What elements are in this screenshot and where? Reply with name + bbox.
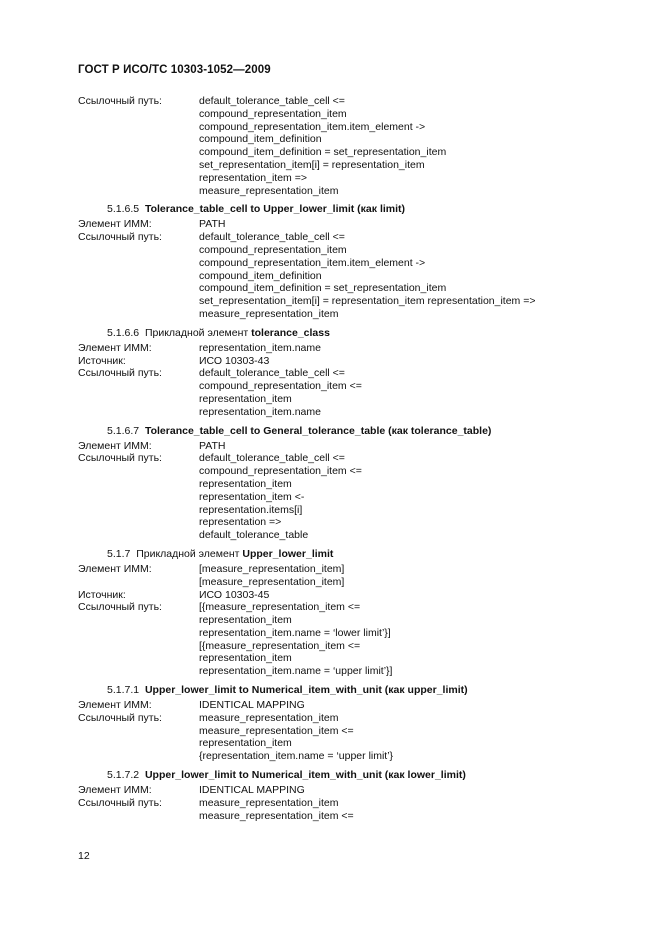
path-line: set_representation_item[i] = representation_item representation_item => — [199, 295, 536, 308]
path-line: representation_item => — [199, 171, 307, 184]
path-row — [78, 797, 638, 810]
path-line: representation_item.name = ‘upper limit’}] — [199, 665, 393, 678]
source-value: ИСО 10303-45 — [199, 588, 270, 601]
path-line: representation_item — [199, 652, 292, 665]
path-line: compound_representation_item — [199, 243, 347, 256]
element-row — [78, 440, 638, 453]
element-row — [78, 563, 638, 576]
path-row — [78, 652, 638, 665]
path-line: default_tolerance_table — [199, 529, 309, 542]
element-value: IDENTICAL MAPPING — [199, 699, 305, 712]
path-line: [{measure_representation_item <= — [199, 601, 361, 614]
section-title: Tolerance_table_cell to General_tolerance_table (как tolerance_table) — [144, 424, 492, 437]
path-line: measure_representation_item — [199, 796, 339, 809]
path-label: Ссылочный путь: — [78, 95, 162, 107]
path-line: default_tolerance_table_cell <= — [199, 452, 345, 465]
path-line: representation_item <- — [199, 490, 305, 503]
element-label: Элемент ИММ: — [78, 341, 152, 354]
path-label: Ссылочный путь: — [78, 231, 162, 244]
source-value: ИСО 10303-43 — [199, 354, 270, 367]
path-row — [78, 452, 638, 465]
path-row — [78, 257, 638, 270]
element-row — [78, 218, 638, 231]
path-row — [78, 308, 638, 321]
path-line: compound_representation_item — [199, 107, 347, 120]
path-label: Ссылочный путь: — [78, 452, 162, 465]
section-title: Upper_lower_limit to Numerical_item_with_unit (как upper_limit) — [144, 684, 468, 697]
intro-path-row — [78, 159, 638, 172]
path-row — [78, 504, 638, 517]
path-row — [78, 750, 638, 763]
intro-path-row — [78, 172, 638, 185]
path-line: compound_item_definition — [199, 269, 322, 282]
path-label: Ссылочный путь: — [78, 796, 162, 809]
section-title: tolerance_class — [251, 326, 330, 339]
section-number: 5.1.7 — [107, 547, 131, 560]
path-line: representation_item — [199, 737, 292, 750]
element-row — [78, 576, 638, 589]
path-row — [78, 737, 638, 750]
path-line: representation => — [199, 516, 282, 529]
element-row — [78, 699, 638, 712]
element-label: Элемент ИММ: — [78, 562, 152, 575]
path-row — [78, 270, 638, 283]
path-line: compound_item_definition = set_representation_item — [199, 282, 447, 295]
section-heading-5166 — [78, 325, 638, 341]
path-row — [78, 640, 638, 653]
section-number: 5.1.6.7 — [107, 424, 140, 437]
path-line: compound_representation_item <= — [199, 380, 362, 393]
path-row — [78, 406, 638, 419]
path-row — [78, 282, 638, 295]
document-body — [78, 95, 638, 822]
element-row — [78, 342, 638, 355]
source-row — [78, 355, 638, 368]
path-line: set_representation_item[i] = representation_item — [199, 158, 425, 171]
element-value: PATH — [199, 218, 226, 231]
path-row — [78, 367, 638, 380]
path-row — [78, 478, 638, 491]
path-row — [78, 516, 638, 529]
element-label: Элемент ИММ: — [78, 699, 152, 712]
path-line: compound_item_definition — [199, 133, 322, 146]
section-number: 5.1.6.6 — [107, 326, 140, 339]
path-line: representation_item — [199, 392, 292, 405]
path-line: representation_item — [199, 477, 292, 490]
section-title: Upper_lower_limit — [242, 547, 334, 560]
path-line: compound_representation_item <= — [199, 465, 362, 478]
source-row — [78, 589, 638, 602]
source-label: Источник: — [78, 588, 126, 601]
path-line: representation.items[i] — [199, 503, 303, 516]
section-heading-5171 — [78, 682, 638, 698]
path-row — [78, 380, 638, 393]
path-line: {representation_item.name = ‘upper limit’} — [199, 750, 394, 763]
path-line: measure_representation_item <= — [199, 809, 354, 822]
path-line: measure_representation_item — [199, 307, 339, 320]
section-heading-5165 — [78, 201, 638, 217]
path-row — [78, 491, 638, 504]
path-row — [78, 601, 638, 614]
element-value: representation_item.name — [199, 341, 321, 354]
path-row — [78, 614, 638, 627]
intro-path-row — [78, 133, 638, 146]
path-line: representation_item — [199, 614, 292, 627]
path-row — [78, 393, 638, 406]
document-header: ГОСТ Р ИСО/ТС 10303-1052—2009 — [78, 64, 271, 76]
element-value: [measure_representation_item] — [199, 575, 345, 588]
section-heading-517 — [78, 546, 638, 562]
intro-path-row — [78, 108, 638, 121]
section-prefix: Прикладной элемент — [144, 326, 249, 339]
section-number: 5.1.6.5 — [107, 203, 140, 216]
path-row — [78, 529, 638, 542]
section-number: 5.1.7.1 — [107, 684, 140, 697]
source-label: Источник: — [78, 354, 126, 367]
path-row — [78, 295, 638, 308]
path-row — [78, 665, 638, 678]
path-label: Ссылочный путь: — [78, 711, 162, 724]
section-heading-5172 — [78, 767, 638, 783]
element-value: PATH — [199, 439, 226, 452]
intro-path-row — [78, 146, 638, 159]
intro-path-row — [78, 95, 638, 108]
path-row — [78, 465, 638, 478]
path-line: compound_representation_item.item_element -> — [199, 120, 426, 133]
path-row — [78, 725, 638, 738]
path-line: representation_item.name — [199, 405, 321, 418]
path-line: representation_item.name = ‘lower limit’}] — [199, 626, 391, 639]
path-line: default_tolerance_table_cell <= — [199, 367, 345, 380]
path-line: default_tolerance_table_cell <= — [199, 95, 345, 107]
intro-path-row — [78, 185, 638, 198]
element-value: [measure_representation_item] — [199, 562, 345, 575]
path-row — [78, 810, 638, 823]
section-title: Tolerance_table_cell to Upper_lower_limit (как limit) — [144, 203, 406, 216]
section-heading-5167 — [78, 423, 638, 439]
section-prefix: Прикладной элемент — [136, 547, 240, 560]
element-label: Элемент ИММ: — [78, 784, 152, 797]
path-label: Ссылочный путь: — [78, 367, 162, 380]
element-label: Элемент ИММ: — [78, 439, 152, 452]
path-row — [78, 244, 638, 257]
element-value: IDENTICAL MAPPING — [199, 784, 305, 797]
path-line: default_tolerance_table_cell <= — [199, 231, 345, 244]
path-row — [78, 627, 638, 640]
path-label: Ссылочный путь: — [78, 601, 162, 614]
path-line: measure_representation_item — [199, 711, 339, 724]
element-row — [78, 784, 638, 797]
path-line: compound_representation_item.item_element -> — [199, 256, 426, 269]
path-line: [{measure_representation_item <= — [199, 639, 361, 652]
path-line: compound_item_definition = set_representation_item — [199, 146, 447, 159]
intro-path-row — [78, 121, 638, 134]
path-row — [78, 712, 638, 725]
section-title: Upper_lower_limit to Numerical_item_with_unit (как lower_limit) — [144, 769, 466, 782]
path-row — [78, 231, 638, 244]
path-line: measure_representation_item <= — [199, 724, 354, 737]
path-line: measure_representation_item — [199, 184, 339, 197]
page-number: 12 — [78, 850, 90, 862]
section-number: 5.1.7.2 — [107, 769, 140, 782]
element-label: Элемент ИММ: — [78, 218, 152, 231]
